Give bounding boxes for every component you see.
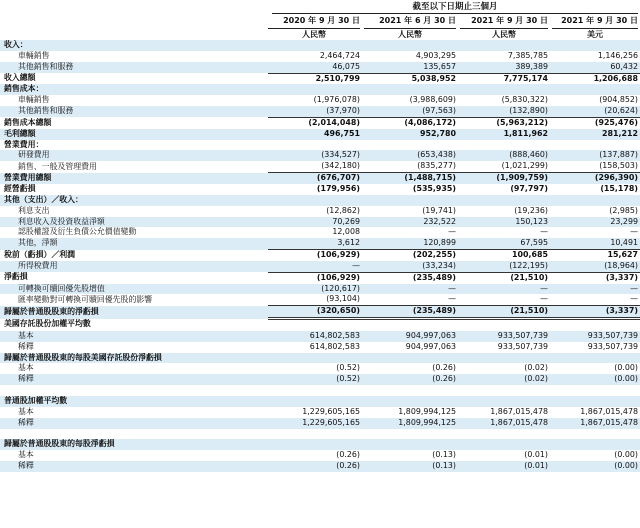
table-row	[0, 195, 640, 206]
value-cell: 904,997,063	[405, 341, 456, 351]
row-label: 美國存託股份加權平均數	[4, 319, 91, 329]
value-cell	[362, 140, 458, 151]
value-cell	[550, 84, 640, 95]
value-cell: 2,510,799	[268, 73, 362, 84]
value-cell: 3,612	[268, 238, 362, 249]
table-header	[0, 0, 640, 40]
value-cell	[268, 429, 362, 440]
value-cell: (0.52)	[336, 363, 360, 373]
table-row	[0, 284, 640, 295]
value-cell	[268, 195, 362, 206]
value-cell	[458, 195, 550, 206]
value-cell: (3,988,609)	[409, 95, 456, 105]
value-cell: —	[458, 284, 550, 295]
value-cell: (676,707)	[268, 173, 362, 184]
value-cell: 933,507,739	[497, 341, 548, 351]
row-label: 稀釋	[18, 341, 34, 351]
row-label: 稀釋	[0, 374, 268, 385]
value-cell	[550, 353, 640, 364]
value-cell: —	[362, 284, 458, 295]
value-cell	[362, 429, 458, 440]
table-row	[0, 418, 640, 429]
value-cell: (132,890)	[458, 106, 550, 117]
value-cell: (2,014,048)	[268, 117, 362, 128]
row-label: 認股權證及衍生負債公允價值變動	[18, 227, 137, 237]
value-cell	[268, 140, 362, 151]
table-row	[0, 353, 640, 364]
row-label: 車輛銷售	[18, 95, 50, 105]
column-date: 2020 年 9 月 30 日	[283, 16, 360, 25]
value-cell: 1,229,605,165	[268, 418, 362, 429]
row-label: 淨虧損	[4, 272, 28, 282]
table-row	[0, 161, 640, 172]
value-cell: (97,563)	[362, 106, 458, 117]
row-label: 其他，淨額	[0, 238, 268, 249]
value-cell: 933,507,739	[458, 331, 550, 342]
value-cell: (235,489)	[362, 272, 458, 283]
table-row	[0, 206, 640, 217]
value-cell: 15,627	[550, 250, 640, 261]
value-cell	[268, 84, 362, 95]
column-currency: 人民幣	[460, 28, 548, 41]
table-row	[0, 396, 640, 407]
value-cell: 952,780	[362, 129, 458, 140]
row-label: 基本	[18, 406, 34, 416]
row-label: 車輛銷售	[18, 50, 50, 60]
value-cell: (0.00)	[614, 450, 638, 460]
value-cell: 46,075	[268, 62, 362, 73]
value-cell: (0.00)	[550, 374, 640, 385]
value-cell: 933,507,739	[587, 341, 638, 351]
value-cell: —	[550, 284, 640, 295]
row-label	[0, 429, 268, 440]
value-cell: (0.26)	[268, 461, 362, 472]
value-cell: (0.01)	[458, 461, 550, 472]
value-cell: 232,522	[362, 217, 458, 228]
row-label: 銷售成本總額	[4, 117, 52, 127]
value-cell: 4,903,295	[415, 50, 456, 60]
value-cell	[458, 396, 550, 407]
value-cell: 1,206,688	[550, 73, 640, 84]
value-cell: —	[630, 227, 638, 237]
row-label: 利息收入及投資收益淨額	[0, 217, 268, 228]
value-cell	[458, 429, 550, 440]
column-currency: 人民幣	[364, 28, 456, 41]
value-cell	[458, 439, 550, 450]
row-label: 歸屬於普通股股東的每股淨虧損	[0, 439, 268, 450]
value-cell: —	[540, 294, 548, 304]
table-row	[0, 140, 640, 151]
value-cell: (5,963,212)	[458, 117, 550, 128]
period-heading: 截至以下日期止三個月	[412, 2, 498, 12]
table-row	[0, 306, 640, 319]
value-cell: 60,432	[550, 62, 640, 73]
value-cell: —	[448, 294, 456, 304]
table-row	[0, 439, 640, 450]
value-cell: 1,867,015,478	[490, 406, 548, 416]
value-cell: (106,929)	[268, 250, 362, 261]
value-cell	[550, 140, 640, 151]
value-cell: 614,802,583	[268, 331, 362, 342]
table-row	[0, 150, 640, 161]
value-cell: (1,909,759)	[458, 173, 550, 184]
table-row	[0, 227, 640, 238]
value-cell: (15,178)	[600, 183, 638, 193]
value-cell: (0.13)	[432, 450, 456, 460]
row-label: 所得稅費用	[0, 261, 268, 272]
value-cell: 1,229,605,165	[302, 406, 360, 416]
table-row	[0, 106, 640, 117]
table-row	[0, 331, 640, 342]
table-row	[0, 407, 640, 418]
table-row	[0, 173, 640, 184]
value-cell: 10,491	[550, 238, 640, 249]
value-cell: (106,929)	[268, 272, 362, 283]
value-cell: (21,510)	[458, 306, 550, 319]
value-cell: (888,460)	[458, 150, 550, 161]
value-cell: 389,389	[458, 62, 550, 73]
table-row	[0, 40, 640, 51]
value-cell: (334,527)	[268, 150, 362, 161]
value-cell: 70,269	[268, 217, 362, 228]
table-body	[0, 40, 640, 472]
value-cell: —	[448, 227, 456, 237]
value-cell	[550, 385, 640, 396]
value-cell	[268, 396, 362, 407]
value-cell	[458, 84, 550, 95]
value-cell: (0.26)	[432, 363, 456, 373]
column-date: 2021 年 6 月 30 日	[379, 16, 456, 25]
value-cell: (0.00)	[614, 363, 638, 373]
row-label: 基本	[0, 331, 268, 342]
table-row	[0, 250, 640, 261]
value-cell	[458, 353, 550, 364]
value-cell: (835,277)	[417, 161, 456, 171]
value-cell: (19,741)	[422, 205, 456, 215]
value-cell	[550, 439, 640, 450]
value-cell: (19,236)	[514, 205, 548, 215]
value-cell: 12,008	[332, 227, 360, 237]
value-cell	[550, 396, 640, 407]
value-cell: (320,650)	[268, 306, 362, 319]
value-cell: (1,976,078)	[313, 95, 360, 105]
value-cell: (3,337)	[550, 306, 640, 319]
table-row	[0, 51, 640, 62]
row-label: 銷售成本：	[0, 84, 268, 95]
table-row	[0, 117, 640, 128]
row-label: 歸屬於普通股股東的每股美國存託股份淨虧損	[0, 353, 268, 364]
value-cell: 933,507,739	[550, 331, 640, 342]
value-cell	[458, 385, 550, 396]
value-cell: 7,775,174	[458, 73, 550, 84]
row-label: 其他銷售和服務	[0, 106, 268, 117]
value-cell: (2,985)	[609, 205, 638, 215]
value-cell	[362, 319, 458, 331]
value-cell: 1,867,015,478	[580, 406, 638, 416]
value-cell	[362, 40, 458, 51]
table-row	[0, 62, 640, 73]
value-cell	[362, 396, 458, 407]
value-cell	[550, 195, 640, 206]
value-cell: 23,299	[550, 217, 640, 228]
column-currency: 人民幣	[268, 28, 360, 41]
value-cell: (0.13)	[362, 461, 458, 472]
value-cell: 1,146,256	[597, 50, 638, 60]
value-cell: (342,180)	[321, 161, 360, 171]
value-cell: (653,438)	[362, 150, 458, 161]
value-cell: (37,970)	[268, 106, 362, 117]
row-label: 基本	[18, 450, 34, 460]
value-cell: 7,385,785	[507, 50, 548, 60]
value-cell	[550, 319, 640, 331]
table-row	[0, 272, 640, 283]
financial-table	[0, 40, 640, 472]
value-cell: (0.26)	[336, 450, 360, 460]
table-row	[0, 294, 640, 305]
value-cell: (137,887)	[550, 150, 640, 161]
value-cell: 135,657	[362, 62, 458, 73]
value-cell	[362, 439, 458, 450]
value-cell	[550, 40, 640, 51]
table-row	[0, 184, 640, 195]
value-cell: (5,830,322)	[501, 95, 548, 105]
value-cell: 1,867,015,478	[550, 418, 640, 429]
value-cell	[458, 319, 550, 331]
row-label: 可轉換可贖回優先股增值	[0, 284, 268, 295]
value-cell	[362, 84, 458, 95]
value-cell: (21,510)	[458, 272, 550, 283]
value-cell: 496,751	[268, 129, 362, 140]
column-date: 2021 年 9 月 30 日	[471, 16, 548, 25]
value-cell: (18,964)	[550, 261, 640, 272]
value-cell: (0.02)	[458, 374, 550, 385]
table-row	[0, 385, 640, 396]
value-cell	[268, 319, 362, 331]
row-label: 其他銷售和服務	[0, 62, 268, 73]
value-cell	[362, 385, 458, 396]
value-cell: (235,489)	[362, 306, 458, 319]
value-cell	[268, 385, 362, 396]
value-cell: (20,624)	[550, 106, 640, 117]
value-cell: (122,195)	[458, 261, 550, 272]
row-label: 銷售、一般及管理費用	[18, 161, 97, 171]
table-row	[0, 461, 640, 472]
value-cell: (4,086,172)	[362, 117, 458, 128]
table-row	[0, 95, 640, 106]
value-cell: 1,809,994,125	[362, 418, 458, 429]
value-cell: (1,488,715)	[362, 173, 458, 184]
value-cell: 281,212	[550, 129, 640, 140]
column-date: 2021 年 9 月 30 日	[561, 16, 638, 25]
value-cell: 5,038,952	[362, 73, 458, 84]
row-label: 利息支出	[18, 205, 50, 215]
table-row	[0, 217, 640, 228]
row-label: 毛利總額	[0, 129, 268, 140]
value-cell: (925,476)	[550, 117, 640, 128]
row-label: 歸屬於普通股股東的淨虧損	[0, 306, 268, 319]
row-label: 研發費用	[0, 150, 268, 161]
value-cell: —	[630, 294, 638, 304]
value-cell: 1,809,994,125	[398, 406, 456, 416]
value-cell: 1,867,015,478	[458, 418, 550, 429]
row-label: 收入總額	[4, 73, 36, 83]
value-cell: —	[540, 227, 548, 237]
value-cell: 1,811,962	[458, 129, 550, 140]
table-row	[0, 342, 640, 353]
value-cell: (0.00)	[550, 461, 640, 472]
value-cell: (179,956)	[316, 183, 360, 193]
value-cell: (93,104)	[326, 294, 360, 304]
row-label: 收入：	[0, 40, 268, 51]
value-cell: (1,021,299)	[501, 161, 548, 171]
table-row	[0, 374, 640, 385]
value-cell: (0.52)	[268, 374, 362, 385]
row-label: 經營虧損	[4, 183, 36, 193]
value-cell	[362, 195, 458, 206]
value-cell: 614,802,583	[309, 341, 360, 351]
row-label: 稀釋	[0, 418, 268, 429]
value-cell	[550, 429, 640, 440]
row-label: 其他（支出）／收入：	[0, 195, 268, 206]
table-row	[0, 450, 640, 461]
row-label: 營業費用：	[4, 139, 44, 149]
row-label: 稀釋	[0, 461, 268, 472]
value-cell: (0.26)	[362, 374, 458, 385]
value-cell: 120,899	[362, 238, 458, 249]
value-cell: (158,503)	[599, 161, 638, 171]
value-cell: (202,255)	[362, 250, 458, 261]
row-label: 匯率變動對可轉換可贖回優先股的影響	[18, 294, 153, 304]
value-cell: (97,797)	[510, 183, 548, 193]
row-label	[0, 385, 268, 396]
value-cell: 67,595	[458, 238, 550, 249]
value-cell: 150,123	[458, 217, 550, 228]
value-cell: (12,862)	[326, 205, 360, 215]
row-label: 普通股加權平均數	[0, 396, 268, 407]
value-cell: (296,390)	[550, 173, 640, 184]
value-cell	[458, 40, 550, 51]
value-cell: (0.02)	[524, 363, 548, 373]
value-cell	[458, 140, 550, 151]
value-cell	[268, 353, 362, 364]
value-cell: (904,852)	[599, 95, 638, 105]
table-row	[0, 129, 640, 140]
value-cell: (0.01)	[524, 450, 548, 460]
value-cell: 904,997,063	[362, 331, 458, 342]
table-row	[0, 429, 640, 440]
table-row	[0, 84, 640, 95]
value-cell: 2,464,724	[319, 50, 360, 60]
value-cell: —	[268, 261, 362, 272]
table-row	[0, 238, 640, 249]
table-row	[0, 363, 640, 374]
value-cell	[362, 353, 458, 364]
value-cell: (535,935)	[412, 183, 456, 193]
row-label: 稅前（虧損）／利潤	[4, 249, 76, 259]
value-cell: (120,617)	[268, 284, 362, 295]
table-row	[0, 261, 640, 272]
value-cell	[268, 439, 362, 450]
table-row	[0, 319, 640, 331]
table-row	[0, 73, 640, 84]
value-cell: (33,234)	[362, 261, 458, 272]
value-cell: (3,337)	[550, 272, 640, 283]
row-label: 基本	[18, 363, 34, 373]
row-label: 營業費用總額	[0, 173, 268, 184]
column-currency: 美元	[552, 28, 638, 41]
value-cell: 100,685	[458, 250, 550, 261]
value-cell	[268, 40, 362, 51]
